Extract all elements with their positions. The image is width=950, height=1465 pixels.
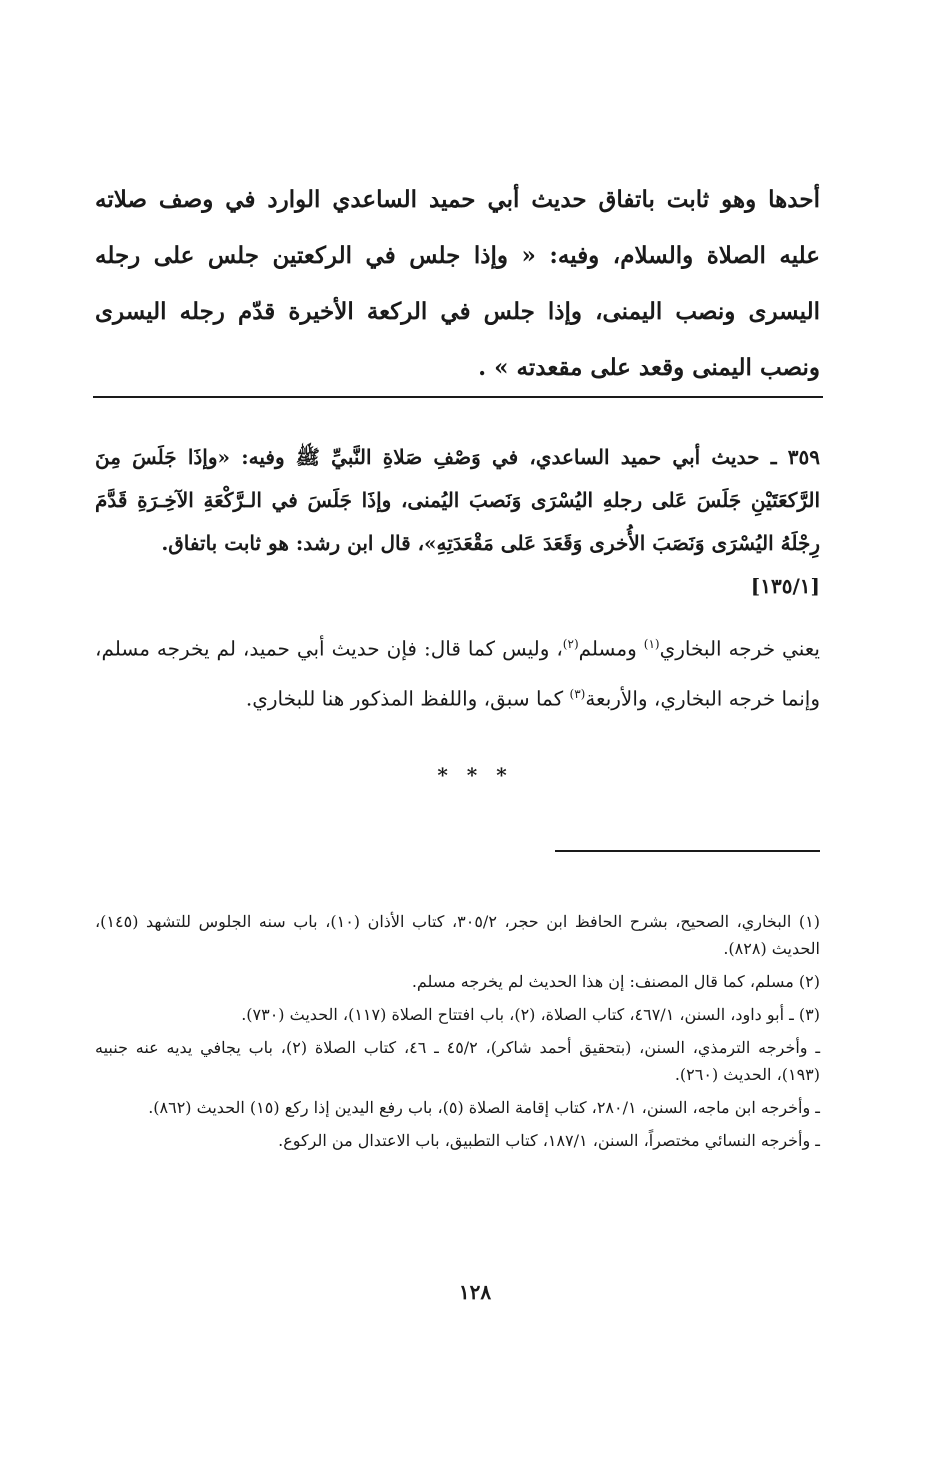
main-paragraph-text: أحدها وهو ثابت باتفاق حديث أبي حميد الساعدي الوارد في وصف صلاته عليه الصلاة والسلام، وفيه: « وإذا جلس في الركعتين جلس على رجله اليسرى ونصب اليمنى، وإذا جلس في الركعة الأخيرة قدّم رجله اليسرى ونصب اليمنى وقعد على مقعدته » . — [95, 186, 820, 381]
main-paragraph — [95, 172, 820, 396]
footnote-3: (٣) ـ أبو داود، السنن، ٤٦٧/١، كتاب الصلاة، (٢)، باب افتتاح الصلاة (١١٧)، الحديث (٧٣٠). — [241, 1005, 820, 1024]
footnote-3-ibn-majah: ـ وأخرجه ابن ماجه، السنن، ٢٨٠/١، كتاب إقامة الصلاة (٥)، باب رفع اليدين إذا ركع (١٥) الحديث (٨٦٢). — [148, 1098, 820, 1117]
commentary-paragraph — [95, 622, 820, 721]
commentary-part-1: يعني خرجه البخاري — [659, 636, 820, 661]
footnote-3-tirmidhi: ـ وأخرجه الترمذي، السنن، (بتحقيق أحمد شاكر)، ٤٥/٢ ـ ٤٦، كتاب الصلاة (٢)، باب يجافي يديه عنه جنبيه (١٩٣)، الحديث (٢٦٠). — [95, 1038, 821, 1084]
footnote-3-nasai: ـ وأخرجه النسائي مختصراً، السنن، ١٨٧/١، كتاب التطبيق، باب الاعتدال من الركوع. — [278, 1131, 820, 1150]
footnotes-list — [95, 908, 820, 1160]
footnote-ref-1: (١) — [643, 637, 660, 651]
footnote-1: (١) البخاري، الصحيح، بشرح الحافظ ابن حجر، ٣٠٥/٢، كتاب الأذان (١٠)، باب سنه الجلوس للتشهد (١٤٥)، الحديث (٨٢٨). — [95, 912, 821, 958]
commentary-text — [95, 622, 820, 721]
section-divider — [93, 396, 823, 398]
commentary-part-3: ، وليس كما قال: فإن حديث أبي حميد، لم يخرجه مسلم، وإنما خرجه البخاري، والأربعة — [95, 636, 820, 711]
commentary-part-4: كما سبق، واللفظ المذكور هنا للبخاري. — [245, 686, 570, 711]
footnote-2: (٢) مسلم، كما قال المصنف: إن هذا الحديث لم يخرجه مسلم. — [411, 972, 820, 991]
footnote-ref-3: (٣) — [569, 686, 586, 701]
hadith-block — [95, 436, 820, 608]
footnote-divider — [555, 850, 820, 852]
page-number: ١٢٨ — [458, 1280, 492, 1304]
hadith-text: ٣٥٩ ـ حديث أبي حميد الساعدي، في وَصْفِ صَلاةِ النَّبيِّ ﷺ وفيه: «وإذَا جَلَسَ مِنَ الرَّكعَتَيْنِ جَلَسَ عَلى رجلهِ اليُسْرَى وَنَصبَ اليُمنى، وإذَا جَلَسَ في الـرَّكْعَةِ الآخِـرَةِ قَدَّمَ رِجْلَهُ اليُسْرَى وَنَصَبَ الأُخرى وَقَعَدَ عَلى مَقْعَدَتِهِ»، قال ابن رشد: هو ثابت باتفاق. — [95, 445, 820, 555]
hadith-reference: [١٣٥/١] — [750, 574, 820, 598]
commentary-part-2: ومسلم — [578, 636, 644, 661]
footnote-ref-2: (٢) — [562, 637, 579, 651]
section-separator-stars: * * * — [437, 763, 513, 787]
